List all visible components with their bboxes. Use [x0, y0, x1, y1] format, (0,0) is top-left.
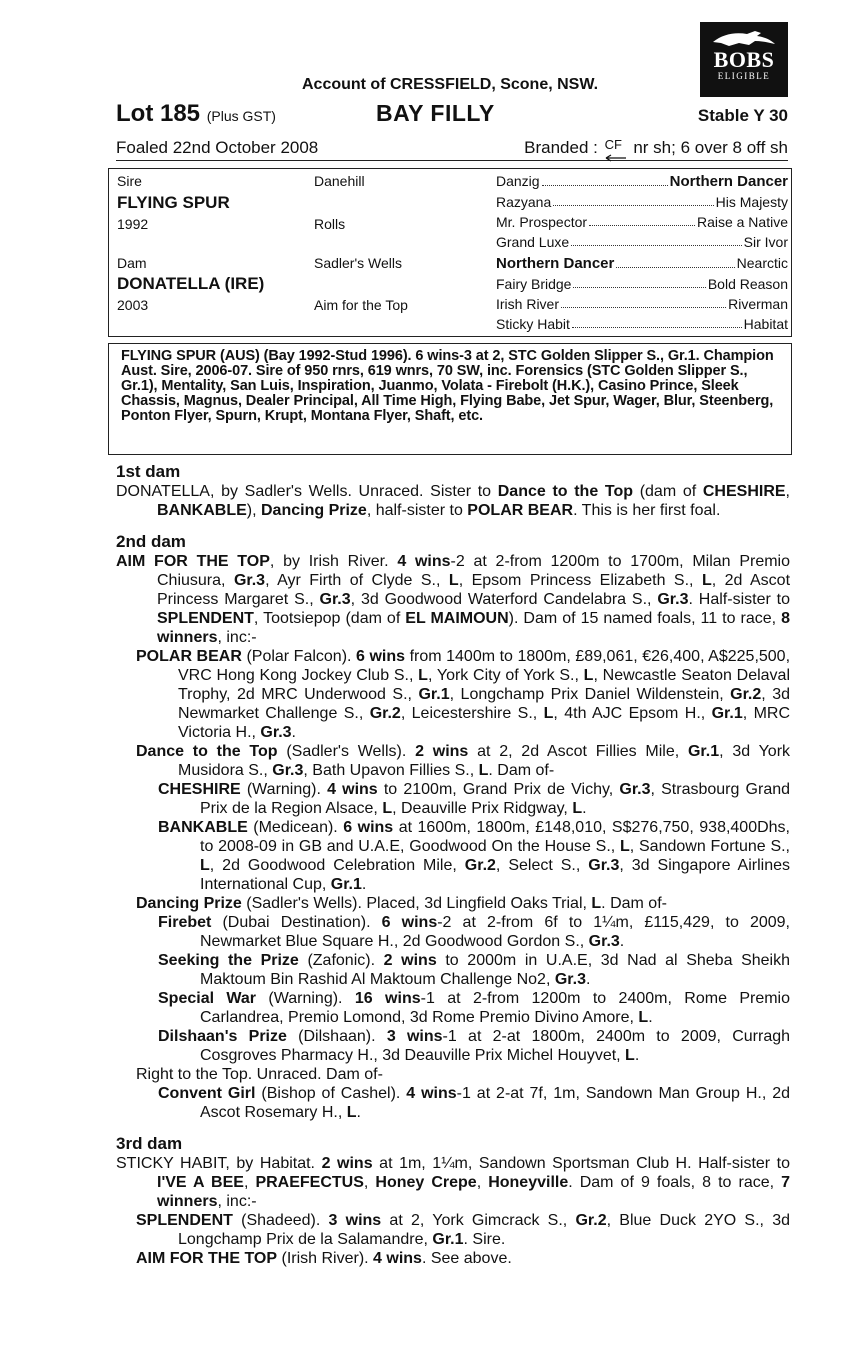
progeny-polar-bear: POLAR BEAR (Polar Falcon). 6 wins from 1400m to 1800m, £89,061, €26,400, A$225,500, VRC Hong Kong Jockey Club S., L, York City of York S., L, Newcastle Seaton Delaval Trophy, 2d MRC Underwood S., Gr.1, Longchamp Prix Daniel Wildenstein, Gr.2, 3d Newmarket Challenge S., Gr.2, Leicestershire S., L, 4th AJC Epsom H., Gr.1, MRC Victoria H., Gr.3.: [136, 648, 791, 741]
dam-name: DONATELLA (IRE): [117, 274, 265, 293]
pedigree-gen3-row: Fairy Bridge Bold Reason: [496, 276, 788, 292]
sire-label: Sire: [117, 173, 142, 189]
branded-info: [524, 138, 788, 164]
lot-number: [116, 100, 276, 128]
brand-mark: CF: [605, 138, 627, 164]
progeny-aim-for-the-top: AIM FOR THE TOP (Irish River). 4 wins. See above.: [136, 1250, 512, 1267]
progeny-special-war: Special War (Warning). 16 wins-1 at 2-from 1200m to 2400m, Rome Premio Carlandrea, Premio Lomond, 3d Rome Premio Divino Amore, L.: [158, 990, 791, 1026]
progeny-seeking-the-prize: Seeking the Prize (Zafonic). 2 wins to 2000m in U.A.E, 3d Nad al Sheba Sheikh Maktoum Bin Rashid Al Maktoum Challenge No2, Gr.3.: [158, 952, 791, 988]
lot-row: [116, 100, 788, 130]
logo-line-1: BOBS: [713, 47, 775, 72]
progeny-dance-to-the-top: Dance to the Top (Sadler's Wells). 2 wins at 2, 2d Ascot Fillies Mile, Gr.1, 3d York Musidora S., Gr.3, Bath Upavon Fillies S., L. Dam of-: [136, 743, 791, 779]
progeny-convent-girl: Convent Girl (Bishop of Cashel). 4 wins-1 at 2-at 7f, 1m, Sandown Man Group H., 2d Ascot Rosemary H., L.: [158, 1085, 791, 1121]
progeny-firebet: Firebet (Dubai Destination). 6 wins-2 at 2-from 6f to 1¼m, £115,429, to 2009, Newmarket Blue Square H., 2d Goodwood Gordon S., Gr.3.: [158, 914, 790, 950]
pedigree-gen3-row: Northern Dancer Nearctic: [496, 255, 788, 272]
dam-year: 2003: [117, 297, 149, 313]
sire-sire: Danehill: [314, 173, 365, 189]
foaled-date: Foaled 22nd October 2008: [116, 138, 319, 157]
branded-text: nr sh; 6 over 8 off sh: [633, 138, 788, 157]
dam-label: Dam: [117, 255, 147, 271]
progeny-dilshaans-prize: Dilshaan's Prize (Dilshaan). 3 wins-1 at 2-at 1800m, 2400m to 2009, Curragh Cosgroves Pharmacy H., 3d Deauville Prix Michel Houyvet, L.: [158, 1028, 791, 1064]
sire-year: 1992: [117, 216, 149, 232]
branded-label: Branded :: [524, 138, 598, 157]
pedigree-gen3-row: Razyana His Majesty: [496, 194, 788, 210]
stable-number: Stable Y 30: [697, 106, 788, 125]
sire-name: FLYING SPUR: [117, 193, 230, 212]
progeny-splendent: SPLENDENT (Shadeed). 3 wins at 2, York Gimcrack S., Gr.2, Blue Duck 2YO S., 3d Longchamp Prix de la Salamandre, Gr.1. Sire.: [136, 1212, 790, 1248]
logo-line-2: ELIGIBLE: [717, 71, 771, 81]
account-line: Account of CRESSFIELD, Scone, NSW.: [301, 76, 599, 93]
progeny-right-to-the-top: Right to the Top. Unraced. Dam of-: [136, 1066, 383, 1083]
horse-sex-colour: BAY FILLY: [376, 100, 495, 126]
pedigree-gen3-row: Sticky Habit Habitat: [496, 316, 788, 332]
progeny-dancing-prize: Dancing Prize (Sadler's Wells). Placed, 3d Lingfield Oaks Trial, L. Dam of-: [136, 895, 667, 912]
third-dam-paragraph: STICKY HABIT, by Habitat. 2 wins at 1m, 1¼m, Sandown Sportsman Club H. Half-sister to I'VE A BEE, PRAEFECTUS, Honey Crepe, Honeyville. Dam of 9 foals, 8 to race, 7 winners, inc:-: [116, 1155, 791, 1210]
catalogue-content: [116, 462, 790, 1268]
sire-summary-text: FLYING SPUR (AUS) (Bay 1992-Stud 1996). 6 wins-3 at 2, STC Golden Slipper S., Gr.1. Champion Aust. Sire, 2006-07. Sire of 950 rnrs, 619 wnrs, 70 SW, inc. Forensics (STC Golden Slipper S., Gr.1), Mentality, San Luis, Inspiration, Juanmo, Volata - Firebolt (H.K.), Casino Prince, Sleek Chassis, Magnus, Dealer Principal, All Time High, Flying Babe, Jet Spur, Wager, Blur, Steenberg, Ponton Flyer, Spurn, Krupt, Montana Flyer, Shaft, etc.: [121, 348, 774, 424]
dam-sire: Sadler's Wells: [314, 255, 402, 271]
progeny-cheshire: CHESHIRE (Warning). 4 wins to 2100m, Grand Prix de Vichy, Gr.3, Strasbourg Grand Prix de la Region Alsace, L, Deauville Prix Ridgway, L.: [158, 781, 791, 817]
first-dam-heading: 1st dam: [116, 462, 181, 481]
sire-summary-box: [108, 343, 792, 455]
pedigree-gen3-row: Irish River Riverman: [496, 296, 788, 312]
gst-note: (Plus GST): [206, 108, 276, 124]
pedigree-gen3-row: Grand Luxe Sir Ivor: [496, 234, 788, 250]
foaled-row: [116, 134, 788, 161]
second-dam-paragraph: AIM FOR THE TOP, by Irish River. 4 wins-2 at 2-from 1200m to 1700m, Milan Premio Chiusura, Gr.3, Ayr Firth of Clyde S., L, Epsom Princess Elizabeth S., L, 2d Ascot Princess Margaret S., Gr.3, 3d Goodwood Waterford Candelabra S., Gr.3. Half-sister to SPLENDENT, Tootsiepop (dam of EL MAIMOUN). Dam of 15 named foals, 11 to race, 8 winners, inc:-: [116, 553, 791, 646]
pedigree-table: [108, 168, 792, 337]
sire-dam: Rolls: [314, 216, 346, 232]
third-dam-heading: 3rd dam: [116, 1134, 183, 1153]
second-dam-heading: 2nd dam: [116, 532, 186, 551]
dam-dam: Aim for the Top: [314, 297, 408, 313]
pedigree-gen3-row: Mr. Prospector Raise a Native: [496, 214, 788, 230]
pedigree-gen3-row: Danzig Northern Dancer: [496, 173, 788, 190]
progeny-bankable: BANKABLE (Medicean). 6 wins at 1600m, 1800m, £148,010, S$276,750, 938,400Dhs, to 2008-09 in GB and U.A.E, Goodwood On the House S., L, Sandown Fortune S., L, 2d Goodwood Celebration Mile, Gr.2, Select S., Gr.3, 3d Singapore Airlines International Cup, Gr.1.: [158, 819, 791, 893]
first-dam-paragraph: DONATELLA, by Sadler's Wells. Unraced. Sister to Dance to the Top (dam of CHESHIRE, BANKABLE), Dancing Prize, half-sister to POLAR BEAR. This is her first foal.: [116, 483, 790, 519]
lot-label: Lot 185: [116, 100, 201, 127]
